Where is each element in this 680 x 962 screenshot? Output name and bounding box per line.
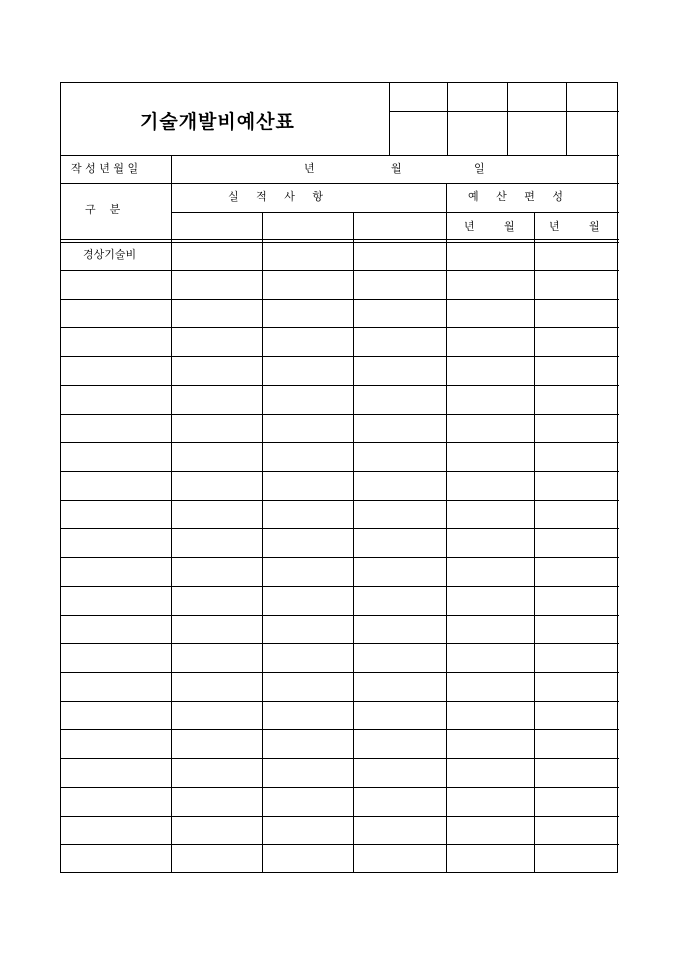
approval-col-line <box>447 83 448 155</box>
date-label: 작 성 년 월 일 <box>71 162 139 175</box>
col-line <box>262 212 263 873</box>
form-title: 기술개발비예산표 <box>140 111 295 133</box>
col-line <box>534 212 535 873</box>
title-divider <box>389 83 390 155</box>
row-line <box>61 528 619 529</box>
row-line <box>61 844 619 845</box>
row-line <box>61 557 619 558</box>
row-line <box>61 816 619 817</box>
row-line <box>61 787 619 788</box>
budget-year-1: 년 <box>464 220 475 233</box>
row-line <box>61 586 619 587</box>
budget-form-sheet <box>60 82 618 873</box>
header-double-line <box>61 239 619 240</box>
budget-label: 예 산 편 성 <box>468 190 563 203</box>
budget-month-2: 월 <box>589 220 600 233</box>
approval-col-line <box>566 83 567 155</box>
col-line <box>353 212 354 873</box>
row-line <box>61 758 619 759</box>
date-month: 월 <box>391 162 402 175</box>
approval-col-line <box>507 83 508 155</box>
row-line <box>61 672 619 673</box>
row-line <box>61 442 619 443</box>
budget-month-1: 월 <box>504 220 515 233</box>
row-line <box>61 356 619 357</box>
header-mid-line <box>171 212 619 213</box>
header-double-line <box>61 242 619 243</box>
row-line <box>61 471 619 472</box>
row-line <box>61 385 619 386</box>
row-line <box>61 643 619 644</box>
date-divider <box>171 155 172 873</box>
approval-row-line <box>389 111 619 112</box>
row-line <box>61 729 619 730</box>
row-line <box>61 615 619 616</box>
title-bottom-line <box>61 155 619 156</box>
row-line <box>61 270 619 271</box>
budget-year-2: 년 <box>549 220 560 233</box>
row-line <box>61 327 619 328</box>
row-line <box>61 414 619 415</box>
row-line <box>61 500 619 501</box>
category-label: 구 분 <box>85 203 121 216</box>
row-line <box>61 701 619 702</box>
actuals-label: 실 적 사 항 <box>228 190 323 203</box>
first-row-label: 경상기술비 <box>83 248 137 261</box>
date-bottom-line <box>61 183 619 184</box>
row-line <box>61 299 619 300</box>
date-year: 년 <box>304 162 315 175</box>
date-day: 일 <box>474 162 485 175</box>
